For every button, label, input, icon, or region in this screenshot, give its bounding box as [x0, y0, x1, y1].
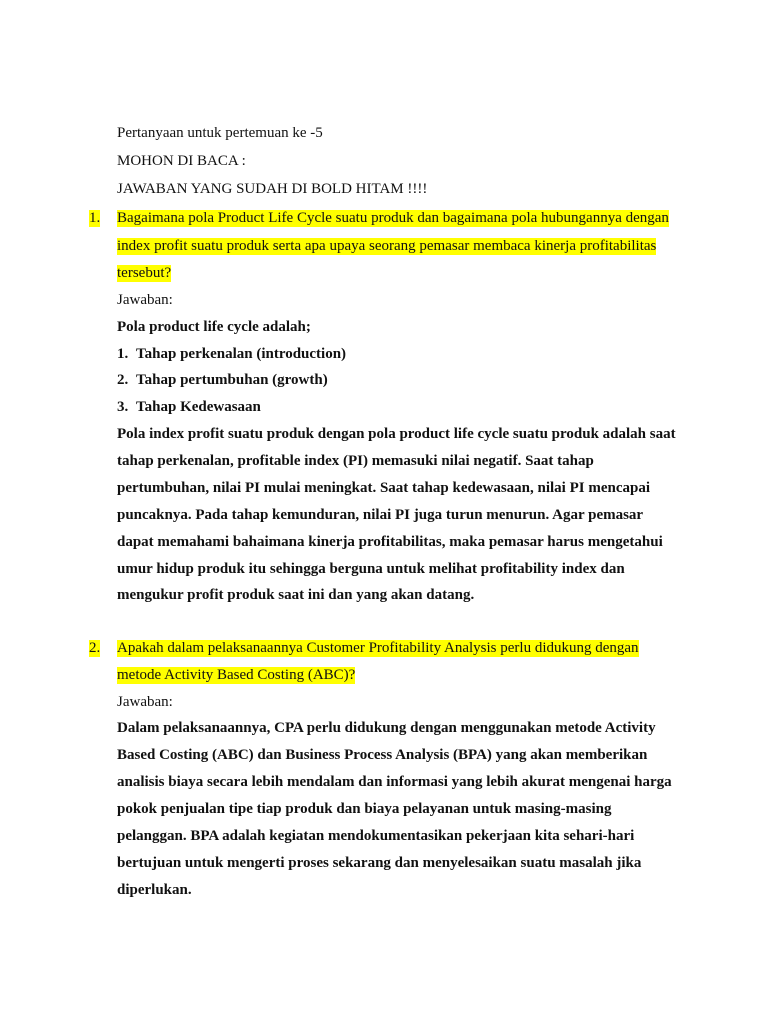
- answer-line: bertujuan untuk mengerti proses sekarang dan menyelesaikan suatu masalah jika: [117, 855, 642, 871]
- answer-line: diperlukan.: [117, 882, 192, 898]
- answer-label: Jawaban:: [117, 694, 173, 710]
- answer-line: tahap perkenalan, profitable index (PI) memasuki nilai negatif. Saat tahap: [117, 453, 594, 469]
- answer-line: analisis biaya secara lebih mendalam dan informasi yang lebih akurat mengenai harga: [117, 774, 672, 790]
- answer-line: Dalam pelaksanaannya, CPA perlu didukung dengan menggunakan metode Activity: [117, 720, 656, 736]
- document-title: Pertanyaan untuk pertemuan ke -5: [117, 125, 323, 141]
- answer-label: Jawaban:: [117, 292, 173, 308]
- question-line: tersebut?: [117, 265, 172, 281]
- answer-line: pelanggan. BPA adalah kegiatan mendokumentasikan pekerjaan kita sehari-hari: [117, 828, 635, 844]
- list-number: 3.: [117, 399, 129, 415]
- answer-line: Based Costing (ABC) dan Business Process Analysis (BPA) yang akan memberikan: [117, 747, 648, 763]
- list-number: 2.: [117, 372, 129, 388]
- answer-line: pertumbuhan, nilai PI mulai meningkat. Saat tahap kedewasaan, nilai PI mencapai: [117, 480, 651, 496]
- question-number: 2.: [89, 640, 101, 656]
- question-line: index profit suatu produk serta apa upaya seorang pemasar membaca kinerja profitabilitas: [117, 238, 657, 254]
- answer-intro: Pola product life cycle adalah;: [117, 319, 311, 335]
- answer-line: mengukur profit produk saat ini dan yang akan datang.: [117, 587, 475, 603]
- question-line: metode Activity Based Costing (ABC)?: [117, 667, 356, 683]
- answer-line: pokok penjualan tipe tiap produk dan biaya pelayanan untuk masing-masing: [117, 801, 612, 817]
- list-item: Tahap Kedewasaan: [136, 399, 261, 415]
- notice-text: MOHON DI BACA :: [117, 153, 246, 169]
- list-number: 1.: [117, 346, 129, 362]
- list-item: Tahap perkenalan (introduction): [136, 346, 347, 362]
- answer-line: dapat memahami bahaimana kinerja profitabilitas, maka pemasar harus mengetahui: [117, 534, 663, 550]
- answer-line: umur hidup produk itu sehingga berguna untuk melihat profitability index dan: [117, 561, 625, 577]
- list-item: Tahap pertumbuhan (growth): [136, 372, 328, 388]
- question-number: 1.: [89, 210, 101, 226]
- question-line: Apakah dalam pelaksanaannya Customer Profitability Analysis perlu didukung dengan: [117, 640, 639, 656]
- answer-line: Pola index profit suatu produk dengan pola product life cycle suatu produk adalah saat: [117, 426, 676, 442]
- instruction-text: JAWABAN YANG SUDAH DI BOLD HITAM !!!!: [117, 181, 428, 197]
- answer-line: puncaknya. Pada tahap kemunduran, nilai PI juga turun menurun. Agar pemasar: [117, 507, 644, 523]
- question-line: Bagaimana pola Product Life Cycle suatu produk dan bagaimana pola hubungannya dengan: [117, 210, 669, 226]
